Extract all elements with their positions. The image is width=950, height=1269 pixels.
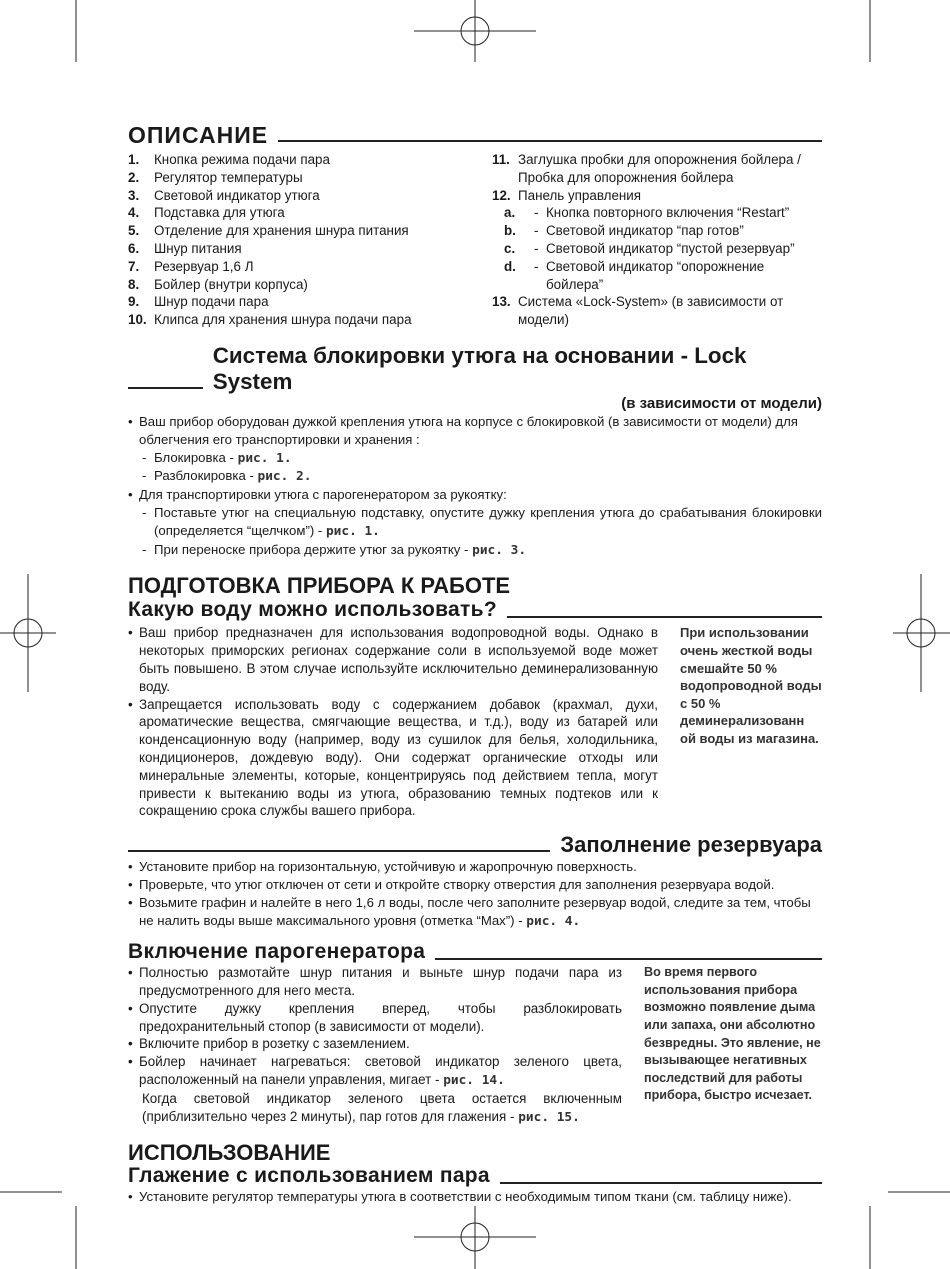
heading-rule xyxy=(507,616,822,618)
figure-ref: рис. 1. xyxy=(237,450,292,466)
description-list xyxy=(128,151,822,329)
list-item: 4. Подставка для утюга xyxy=(128,205,285,221)
list-item: - При переноске прибора держите утюг за рукоятку - рис. 3. xyxy=(142,541,527,558)
list-item: • Ваш прибор предназначен для использования водопроводной воды. Однако в некоторых приморских регионах содержание соли в используемой воде может быть повышено. В этом случае используйте исключительно деминерализованную воду. xyxy=(128,625,658,694)
figure-ref: рис. 15. xyxy=(518,1109,580,1125)
heading-rule xyxy=(278,140,822,142)
list-item: d. - Световой индикатор “опорожнение бойлера” xyxy=(504,258,765,292)
list-item: b. - Световой индикатор “пар готов” xyxy=(504,223,744,239)
steam-ironing-heading: Глажение с использованием пара xyxy=(128,1164,822,1188)
list-item: • Установите регулятор температуры утюга в соответствии с необходимым типом ткани (см. таблицу ниже). xyxy=(128,1189,792,1205)
list-item: 3. Световой индикатор утюга xyxy=(128,187,320,203)
heading-rule xyxy=(128,850,550,852)
hard-water-note: При использовании очень жесткой воды смешайте 50 % водопроводной воды с 50 % деминерализованн ой воды из магазина. xyxy=(680,625,822,746)
list-item: a. - Кнопка повторного включения “Restart” xyxy=(504,205,790,221)
lock-system-subtitle: (в зависимости от модели) xyxy=(621,394,822,412)
figure-ref: рис. 2. xyxy=(257,469,312,485)
list-item: 13. Система «Lock-System» (в зависимости от модели) xyxy=(492,294,784,328)
control-panel-sublist xyxy=(492,204,822,293)
list-item: • Опустите дужку крепления вперед, чтобы разблокировать предохранительный стопор (в зависимости от модели). xyxy=(128,1000,622,1034)
heading-rule xyxy=(435,958,822,960)
list-item: • Полностью размотайте шнур питания и выньте шнур подачи пара из предусмотренного для него места. xyxy=(128,965,622,999)
steam-ironing-section xyxy=(128,1188,822,1206)
list-item: • Включите прибор в розетку с заземлением. xyxy=(128,1036,410,1052)
list-item: - Разблокировка - рис. 2. xyxy=(142,468,312,485)
list-item: • Ваш прибор оборудован дужкой крепления утюга на корпусе с блокировкой (в зависимости от модели) для облегчения его транспортировки и хранения : xyxy=(128,413,798,447)
water-section xyxy=(128,624,822,820)
figure-ref: рис. 14. xyxy=(443,1073,505,1089)
manual-page xyxy=(128,122,822,1206)
figure-ref: рис. 3. xyxy=(472,542,527,558)
preparation-heading: ПОДГОТОВКА ПРИБОРА К РАБОТЕ xyxy=(128,573,511,599)
list-item: 2. Регулятор температуры xyxy=(128,169,303,185)
power-on-heading: Включение парогенератора xyxy=(128,940,822,964)
list-item: • Проверьте, что утюг отключен от сети и откройте створку отверстия для заполнения резервуара водой. xyxy=(128,876,775,892)
list-item: 8. Бойлер (внутри корпуса) xyxy=(128,276,308,292)
lock-system-section xyxy=(128,413,822,559)
usage-heading: ИСПОЛЬЗОВАНИЕ xyxy=(128,1140,331,1166)
paragraph: Когда световой индикатор зеленого цвета остается включенным (приблизительно через 2 минуты), пар готов для глажения - рис. 15. xyxy=(142,1090,622,1125)
list-item: 10. Клипса для хранения шнура подачи пара xyxy=(128,312,412,328)
list-item: 6. Шнур питания xyxy=(128,240,242,256)
figure-ref: рис. 1. xyxy=(325,523,380,539)
power-on-section xyxy=(128,964,822,1126)
list-item: • Запрещается использовать воду с содержанием добавок (крахмал, духи, ароматические вещества, смягчающие вещества, и т.д.), воду из батарей или конденсационную воду (например, воду из сушилок для белья, холодильника, кондиционеров, дождевую воду). Они содержат органические отходы или минеральные элементы, которые, концентрируясь под действием тепла, могут привести к вытеканию воды из утюга, образованию темных подтеков или к сокращению срока службы вашего прибора. xyxy=(128,696,658,819)
list-item: c. - Световой индикатор “пустой резервуар” xyxy=(504,240,795,256)
list-item: • Для транспортировки утюга с парогенератором за рукоятку: xyxy=(128,487,507,503)
list-item: • Бойлер начинает нагреваться: световой индикатор зеленого цвета, расположенный на панели управления, мигает - рис. 14. xyxy=(128,1054,622,1089)
list-item: 1. Кнопка режима подачи пара xyxy=(128,152,330,167)
list-item: - Блокировка - рис. 1. xyxy=(142,449,292,466)
list-item: 7. Резервуар 1,6 Л xyxy=(128,258,254,274)
list-item: - Поставьте утюг на специальную подставку, опустите дужку крепления утюга до срабатывания блокировки (определяется “щелчком”) - рис. 1. xyxy=(142,504,822,539)
first-use-note: Во время первого использования прибора возможно появление дыма или запаха, они абсолютно безвредны. Это явление, не вызывающее негативных последствий для работы прибора, быстро исчезает. xyxy=(644,965,821,1103)
list-item: • Возьмите графин и налейте в него 1,6 л воды, после чего заполните резервуар водой, следите за тем, чтобы не налить воды выше максимального уровня (отметка “Max”) - рис. 4. xyxy=(128,894,811,929)
description-right-column xyxy=(492,151,822,329)
list-item: • Установите прибор на горизонтальную, устойчивую и жаропрочную поверхность. xyxy=(128,859,637,875)
power-on-text xyxy=(128,964,622,1126)
heading-rule xyxy=(500,1182,822,1184)
figure-ref: рис. 4. xyxy=(526,913,581,929)
fill-heading: Заполнение резервуара xyxy=(128,832,822,858)
list-item: 5. Отделение для хранения шнура питания xyxy=(128,223,409,239)
description-left-column xyxy=(128,151,466,329)
heading-rule xyxy=(128,387,203,389)
fill-section xyxy=(128,858,822,930)
water-heading: Какую воду можно использовать? xyxy=(128,598,822,622)
list-item: 12. Панель управления xyxy=(492,187,642,203)
water-text xyxy=(128,624,658,820)
lock-system-heading: Система блокировки утюга на основании - Lock System xyxy=(128,343,822,395)
list-item: 9. Шнур подачи пара xyxy=(128,294,269,310)
description-heading: ОПИСАНИЕ xyxy=(128,122,822,148)
list-item: 11. Заглушка пробки для опорожнения бойлера / Пробка для опорожнения бойлера xyxy=(492,152,801,185)
